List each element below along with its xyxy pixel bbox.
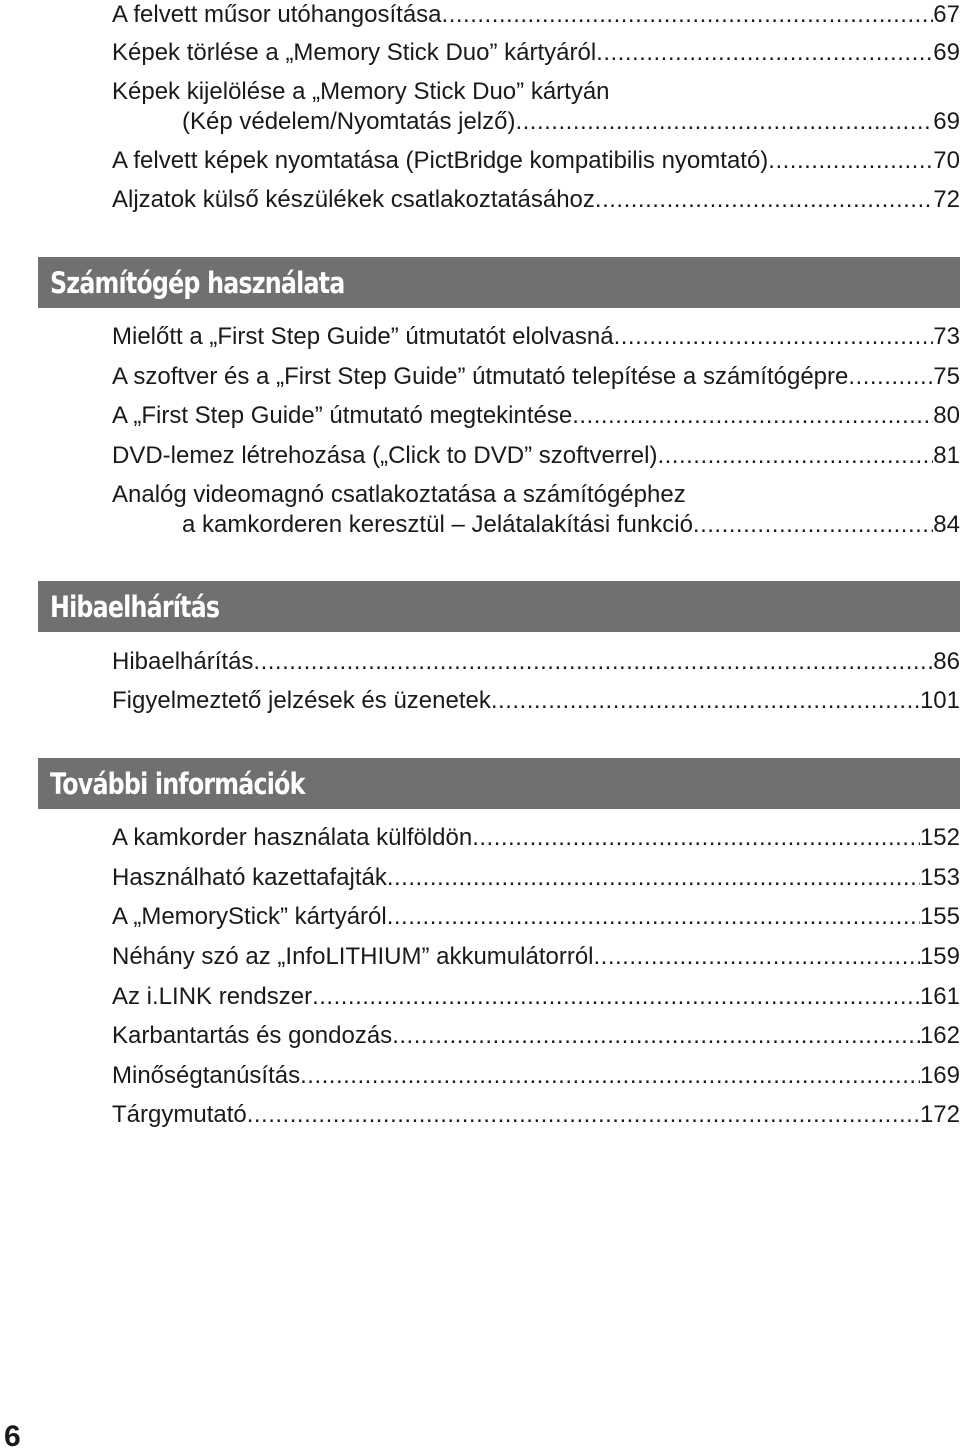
toc-entry-page: 72 [933,186,960,213]
section-title: Hibaelhárítás [50,589,220,624]
toc-leader-dots [253,647,933,677]
toc-entry-title: A „First Step Guide” útmutató megtekintése [112,402,573,429]
toc-entry[interactable] [112,322,960,352]
section-title: További információk [50,766,305,801]
section-heading-bar [38,581,960,632]
toc-leader-dots [693,510,933,540]
toc-entry-title-continuation: a kamkorderen keresztül – Jelátalakítási funkció [182,511,693,538]
toc-entry-title: A kamkorder használata külföldön [112,824,473,851]
toc-entry-page: 67 [933,1,960,28]
toc-entry[interactable] [112,686,960,716]
toc-entry[interactable] [112,401,960,431]
toc-entry-title: A „MemoryStick” kártyáról [112,903,387,930]
toc-entry-page: 172 [919,1101,960,1128]
toc-entry[interactable] [112,185,960,215]
toc-entry-title: A szoftver és a „First Step Guide” útmutató telepítése a számítógépre [112,363,849,390]
toc-entry-title: Tárgymutató [112,1101,247,1128]
toc-entry[interactable] [112,647,960,677]
toc-entry-page: 152 [919,824,960,851]
toc-entry[interactable] [112,146,960,176]
toc-entry-page: 101 [919,687,960,714]
toc-entry-page: 86 [933,648,960,675]
toc-leader-dots [392,1021,920,1051]
toc-entry[interactable] [112,1021,960,1051]
section-heading-bar [38,257,960,308]
toc-entry[interactable] [112,0,960,30]
section-title: Számítógép használata [50,265,345,300]
toc-leader-dots [768,146,933,176]
page-number: 6 [4,1420,21,1453]
toc-entry-page: 153 [919,864,960,891]
toc-entry-page: 70 [933,147,960,174]
toc-entry[interactable] [112,902,960,932]
toc-entry-page: 81 [933,442,960,469]
toc-entry-title: Figyelmeztető jelzések és üzenetek [112,687,491,714]
toc-entry-page: 169 [919,1062,960,1089]
toc-entry-title: A felvett műsor utóhangosítása [112,1,442,28]
toc-leader-dots [472,823,920,853]
toc-entry-title: Aljzatok külső készülékek csatlakoztatásához [112,186,595,213]
toc-entry-page: 69 [933,39,960,66]
toc-leader-dots [595,185,933,215]
toc-entry[interactable] [112,480,960,540]
toc-leader-dots [312,982,920,1012]
toc-entry[interactable] [112,942,960,972]
toc-leader-dots [247,1100,920,1130]
toc-entry-title: Képek kijelölése a „Memory Stick Duo” kártyán [112,78,610,105]
toc-entry-title: Karbantartás és gondozás [112,1022,393,1049]
toc-leader-dots [657,441,933,471]
toc-entry-title: Képek törlése a „Memory Stick Duo” kártyáról [112,39,597,66]
toc-leader-dots [572,401,933,431]
toc-entry-page: 84 [933,511,960,538]
toc-leader-dots [596,38,933,68]
toc-entry-title: DVD-lemez létrehozása („Click to DVD” szoftverrel) [112,442,658,469]
toc-entry-page: 73 [933,323,960,350]
toc-entry[interactable] [112,77,960,137]
toc-entry-page: 80 [933,402,960,429]
toc-entry-title: Minőségtanúsítás [112,1062,301,1089]
toc-leader-dots [614,322,934,352]
toc-leader-dots [300,1061,920,1091]
toc-leader-dots [848,362,933,392]
toc-entry-page: 69 [933,108,960,135]
toc-entry-title: Hibaelhárítás [112,648,254,675]
toc-leader-dots [387,863,920,893]
toc-leader-dots [442,0,934,30]
toc-entry-title: Mielőtt a „First Step Guide” útmutatót elolvasná [112,323,614,350]
toc-entry[interactable] [112,1100,960,1130]
toc-entry-title: Az i.LINK rendszer [112,983,313,1010]
toc-entry-page: 155 [919,903,960,930]
toc-entry[interactable] [112,441,960,471]
toc-entry-title: Néhány szó az „InfoLITHIUM” akkumulátorról [112,943,594,970]
toc-entry-title: Használható kazettafajták [112,864,387,891]
toc-entry-page: 161 [919,983,960,1010]
toc-entry[interactable] [112,38,960,68]
toc-entry[interactable] [112,823,960,853]
toc-entry-title: Analóg videomagnó csatlakoztatása a számítógéphez [112,481,686,508]
toc-entry[interactable] [112,982,960,1012]
toc-entry[interactable] [112,863,960,893]
toc-entry-title-continuation: (Kép védelem/Nyomtatás jelző) [182,108,516,135]
toc-entry-title: A felvett képek nyomtatása (PictBridge kompatibilis nyomtató) [112,147,769,174]
toc-entry[interactable] [112,362,960,392]
section-heading-bar [38,758,960,809]
toc-leader-dots [387,902,920,932]
toc-entry[interactable] [112,1061,960,1091]
toc-entry-page: 75 [933,363,960,390]
toc-leader-dots [515,107,933,137]
toc-entry-page: 162 [919,1022,960,1049]
toc-leader-dots [491,686,920,716]
toc-leader-dots [594,942,920,972]
toc-entry-page: 159 [919,943,960,970]
